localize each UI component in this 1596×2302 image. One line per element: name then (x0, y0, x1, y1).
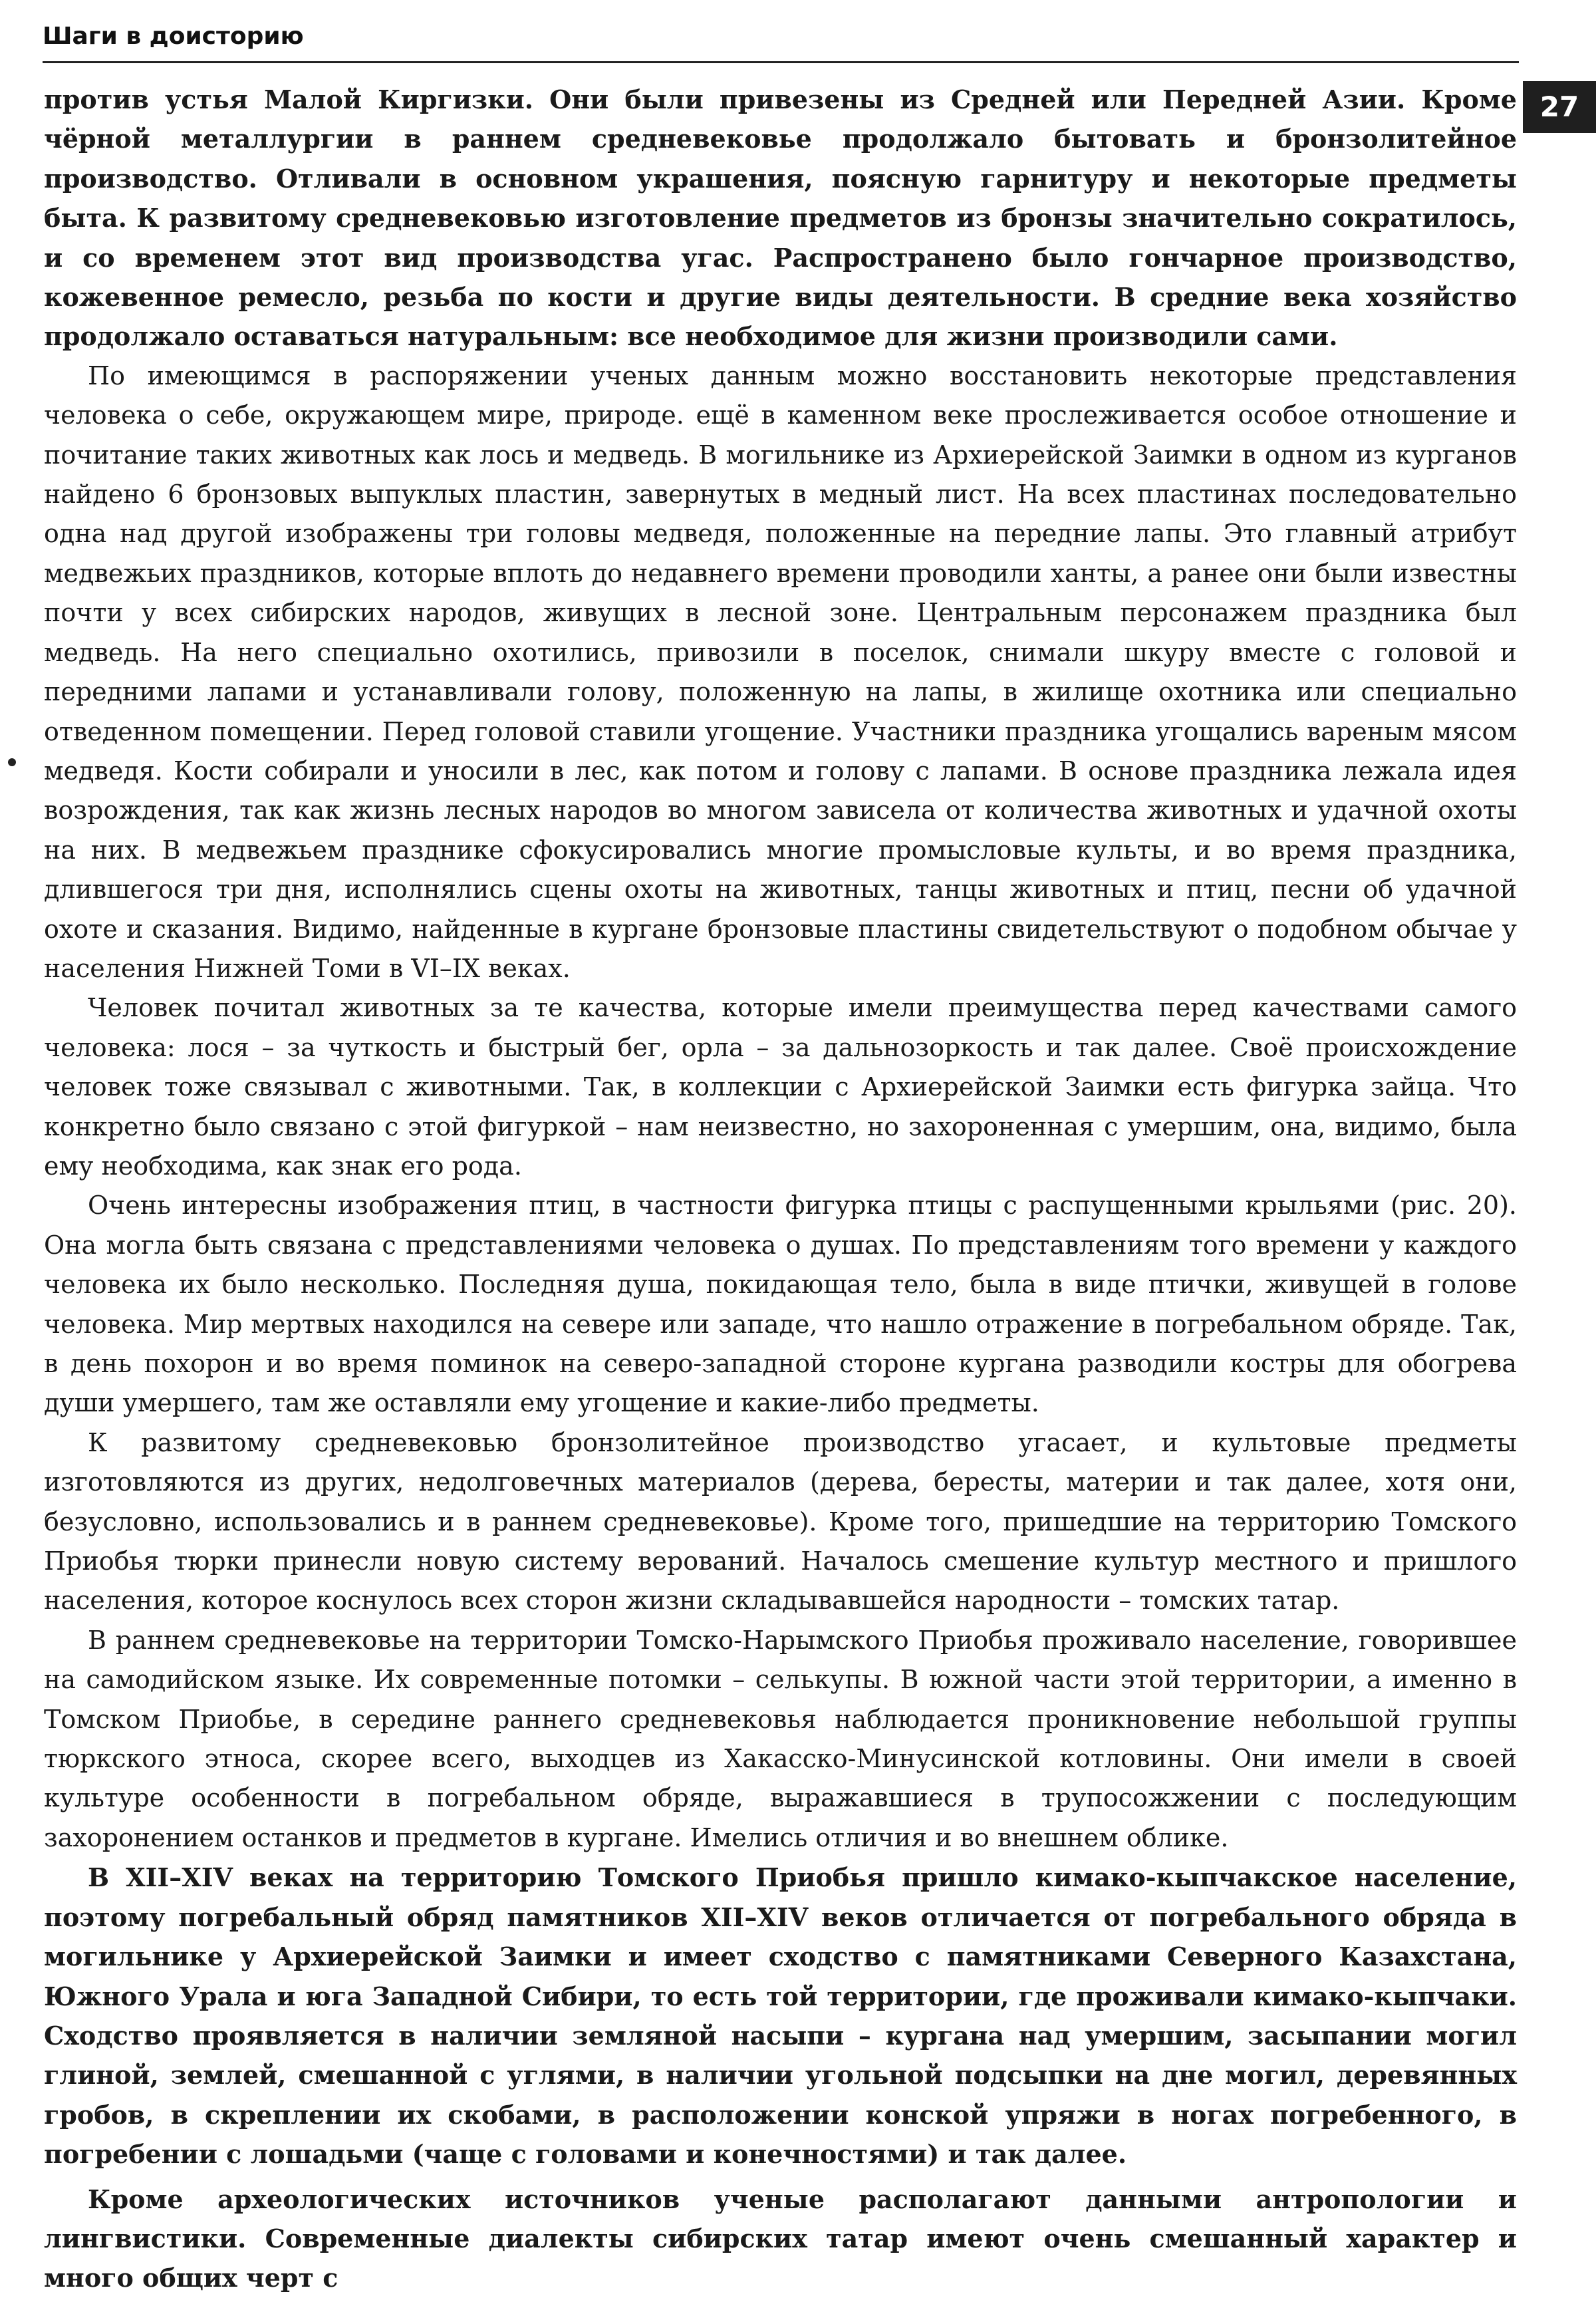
page-number: 27 (1523, 81, 1596, 133)
paragraph-8: Кроме археологических источников ученые располагают данными антропологии и лингвистики. Современные диалекты сибирских татар имеют очень смешанный характер и много общих черт с (44, 2184, 1517, 2293)
margin-mark (8, 758, 16, 766)
paragraph-2: По имеющимся в распоряжении ученых данным можно восстановить некоторые представления человека о себе, окружающем мире, природе. ещё в каменном веке прослеживается особое отношение и почитание таких животных как лось и медведь. В могильнике из Архиерейской Заимки в одном из курганов найдено 6 бронзовых выпуклых пластин, завернутых в медный лист. На всех пластинах последовательно одна над другой изображены три головы медведя, положенные на передние лапы. Это главный атрибут медвежьих праздников, которые вплоть до недавнего времени проводили ханты, а ранее они были известны почти у всех сибирских народов, живущих в лесной зоне. Центральным персонажем праздника был медведь. На него специально охотились, привозили в поселок, снимали шкуру вместе с головой и передними лапами и устанавливали голову, положенную на лапы, в жилище охотника или специально отведенном помещении. Перед головой ставили угощение. Участники праздника угощались вареным мясом медведя. Кости собирали и уносили в лес, как потом и голову с лапами. В основе праздника лежала идея возрождения, так как жизнь лесных народов во многом зависела от количества животных и удачной охоты на них. В медвежьем празднике сфокусировались многие промысловые культы, и во время праздника, длившегося три дня, исполнялись сцены охоты на животных, танцы животных и птиц, песни об удачной охоте и сказания. Видимо, найденные в кургане бронзовые пластины свидетельствуют о подобном обычае у населения Нижней Томи в VI–IX веках. (44, 360, 1517, 983)
running-header: Шаги в доисторию (43, 23, 304, 50)
paragraph-3: Человек почитал животных за те качества, которые имели преимущества перед качествами самого человека: лося – за чуткость и быстрый бег, орла – за дальнозоркость и так далее. Своё происхождение человек тоже связывал с животными. Так, в коллекции с Архиерейской Заимки есть фигурка зайца. Что конкретно было связано с этой фигуркой – нам неизвестно, но захороненная с умершим, она, видимо, была ему необходима, как знак его рода. (44, 993, 1517, 1181)
paragraph-7: В XII–XIV веках на территорию Томского Приобья пришло кимако-кыпчакское население, поэтому погребальный обряд памятников XII–XIV веков отличается от погребального обряда в могильнике у Архиерейской Заимки и имеет сходство с памятниками Северного Казахстана, Южного Урала и юга Западной Сибири, то есть той территории, где проживали кимако-кыпчаки. Сходство проявляется в наличии земляной насыпи – кургана над умершим, засыпании могил глиной, землей, смешанной с углями, в наличии угольной подсыпки на дне могил, деревянных гробов, в скреплении их скобами, в расположении конской упряжи в ногах погребенного, в погребении с лошадьми (чаще с головами и конечностями) и так далее. (44, 1862, 1517, 2170)
page-body (44, 80, 1517, 2298)
paragraph-6: В раннем средневековье на территории Томско-Нарымского Приобья проживало население, говорившее на самодийском языке. Их современные потомки – селькупы. В южной части этой территории, а именно в Томском Приобье, в середине раннего средневековья наблюдается проникновение небольшой группы тюркского этноса, скорее всего, выходцев из Хакасско-Минусинской котловины. Они имели в своей культуре особенности в погребальном обряде, выражавшиеся в трупосожжении с последующим захоронением останков и предметов в кургане. Имелись отличия и во внешнем облике. (44, 1625, 1517, 1852)
header-rule (43, 61, 1519, 63)
paragraph-4: Очень интересны изображения птиц, в частности фигурка птицы с распущенными крыльями (рис. 20). Она могла быть связана с представлениями человека о душах. По представлениям того времени у каждого человека их было несколько. Последняя душа, покидающая тело, была в виде птички, живущей в голове человека. Мир мертвых находился на севере или западе, что нашло отражение в погребальном обряде. Так, в день похорон и во время поминок на северо-западной стороне кургана разводили костры для обогрева души умершего, там же оставляли ему угощение и какие-либо предметы. (44, 1191, 1517, 1418)
paragraph-5: К развитому средневековью бронзолитейное производство угасает, и культовые предметы изготовляются из других, недолговечных материалов (дерева, бересты, материи и так далее, хотя они, безусловно, использовались и в раннем средневековье). Кроме того, пришедшие на территорию Томского Приобья тюрки принесли новую систему верований. Началось смешение культур местного и пришлого населения, которое коснулось всех сторон жизни складывавшейся народности – томских татар. (44, 1427, 1517, 1616)
paragraph-1: против устья Малой Киргизки. Они были привезены из Средней или Передней Азии. Кроме чёрной металлургии в раннем средневековье продолжало бытовать и бронзолитейное производство. Отливали в основном украшения, поясную гарнитуру и некоторые предметы быта. К развитому средневековью изготовление предметов из бронзы значительно сократилось, и со временем этот вид производства угас. Распространено было гончарное производство, кожевенное ремесло, резьба по кости и другие виды деятельности. В средние века хозяйство продолжало оставаться натуральным: все необходимое для жизни производили сами. (44, 84, 1517, 352)
